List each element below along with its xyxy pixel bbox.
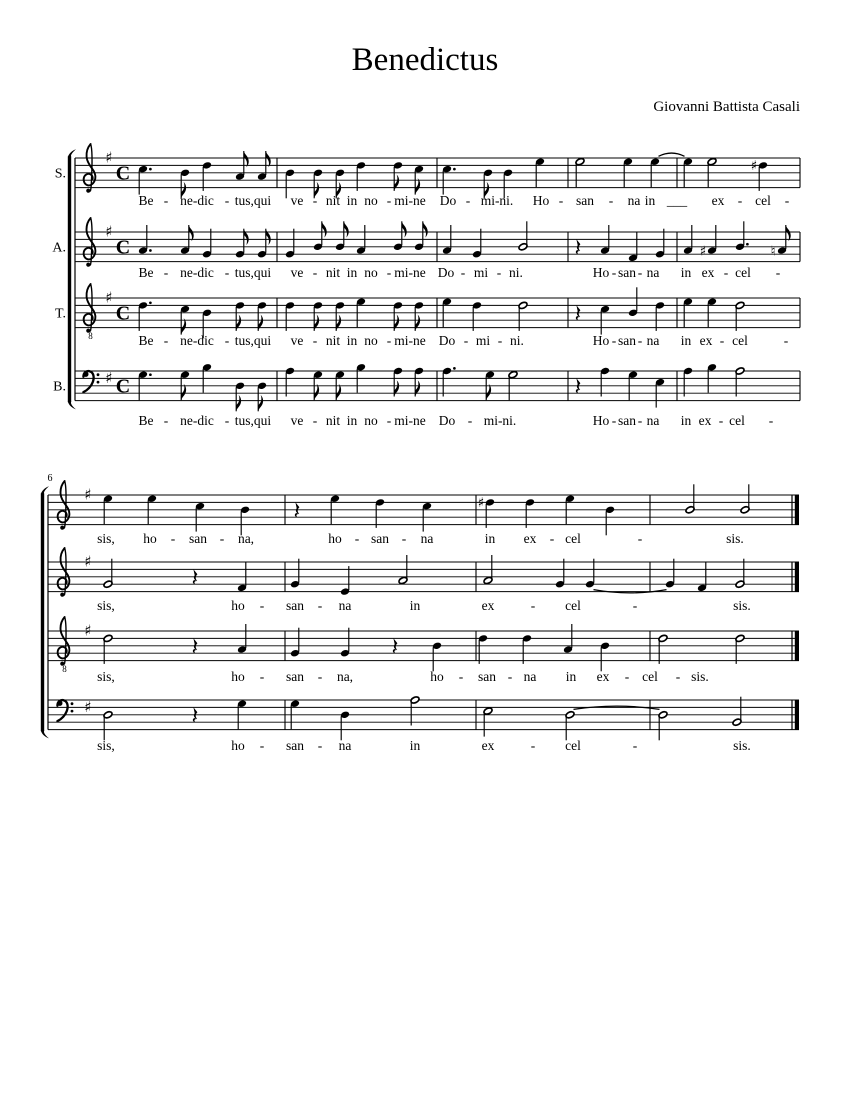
svg-text:ve: ve — [290, 193, 304, 208]
svg-text:-: - — [637, 413, 643, 428]
svg-text:ex: ex — [481, 738, 495, 753]
svg-text:no: no — [364, 193, 378, 208]
svg-text:cel: cel — [729, 413, 745, 428]
svg-text:san: san — [286, 738, 304, 753]
svg-text:sis,: sis, — [97, 531, 115, 546]
svg-text:-: - — [163, 193, 169, 208]
svg-text:tus,qui: tus,qui — [234, 265, 272, 280]
svg-text:cel: cel — [735, 265, 751, 280]
system-1 — [68, 149, 76, 409]
svg-text:C: C — [115, 162, 131, 185]
svg-text:mi-ne: mi-ne — [394, 193, 426, 208]
svg-text:cel: cel — [642, 669, 658, 684]
svg-text:-: - — [312, 193, 318, 208]
svg-text:sis,: sis, — [97, 669, 115, 684]
svg-text:-: - — [783, 333, 789, 348]
composer-credit: Giovanni Battista Casali — [653, 99, 800, 115]
svg-text:-: - — [718, 413, 724, 428]
svg-text:♯: ♯ — [699, 243, 707, 260]
svg-text:Do: Do — [439, 193, 457, 208]
svg-text:Be: Be — [138, 193, 154, 208]
svg-text:mi-ne: mi-ne — [394, 413, 426, 428]
svg-text:cel: cel — [732, 333, 748, 348]
svg-text:C: C — [115, 302, 131, 325]
svg-text:ni.: ni. — [510, 333, 524, 348]
svg-text:cel: cel — [565, 531, 581, 546]
svg-text:mi-ni.: mi-ni. — [483, 413, 517, 428]
svg-text:-: - — [259, 669, 265, 684]
svg-text:♯: ♯ — [84, 621, 92, 640]
svg-text:Be: Be — [138, 333, 154, 348]
svg-text:-: - — [719, 333, 725, 348]
svg-text:-: - — [624, 669, 630, 684]
svg-text:in: in — [484, 531, 496, 546]
piece-title: Benedictus — [351, 42, 499, 78]
svg-text:-: - — [224, 333, 230, 348]
system-1-staff-bass — [53, 363, 800, 428]
svg-text:♯: ♯ — [105, 369, 113, 387]
svg-text:nit: nit — [325, 333, 341, 348]
svg-text:B.: B. — [53, 379, 66, 395]
svg-text:-: - — [163, 413, 169, 428]
svg-text:in: in — [346, 193, 358, 208]
svg-text:♯: ♯ — [84, 698, 92, 716]
svg-text:ho: ho — [143, 531, 157, 546]
svg-text:cel: cel — [565, 598, 581, 613]
svg-text:-: - — [312, 333, 318, 348]
svg-text:san: san — [478, 669, 496, 684]
svg-text:♯: ♯ — [105, 222, 113, 241]
svg-text:-: - — [497, 333, 503, 348]
svg-text:♯: ♯ — [84, 485, 92, 504]
svg-text:-: - — [163, 333, 169, 348]
svg-text:ex: ex — [596, 669, 610, 684]
svg-text:Do: Do — [438, 413, 456, 428]
svg-text:-: - — [463, 333, 469, 348]
svg-text:Ho: Ho — [592, 413, 610, 428]
svg-text:na: na — [338, 738, 352, 753]
system-1-staff-alto — [52, 218, 800, 280]
svg-text:nit: nit — [325, 413, 341, 428]
svg-text:in: in — [565, 669, 577, 684]
svg-text:-: - — [386, 193, 392, 208]
svg-text:ex: ex — [523, 531, 537, 546]
svg-text:na,: na, — [336, 669, 354, 684]
svg-text:Do: Do — [437, 265, 455, 280]
system-1-staff-tenor — [55, 284, 800, 348]
svg-text:-: - — [465, 193, 471, 208]
svg-text:ex: ex — [701, 265, 715, 280]
svg-text:-: - — [386, 333, 392, 348]
svg-text:-: - — [608, 193, 614, 208]
svg-text:ex: ex — [481, 598, 495, 613]
svg-text:-: - — [549, 531, 555, 546]
svg-text:C: C — [115, 375, 131, 398]
svg-text:na,: na, — [237, 531, 255, 546]
svg-text:na: na — [420, 531, 434, 546]
svg-text:in: in — [346, 265, 358, 280]
svg-text:ho: ho — [231, 669, 245, 684]
svg-text:-: - — [354, 531, 360, 546]
svg-text:Be: Be — [138, 265, 154, 280]
svg-text:sis,: sis, — [97, 598, 115, 613]
svg-text:-: - — [637, 531, 643, 546]
svg-text:C: C — [115, 236, 131, 259]
svg-text:sis,: sis, — [97, 738, 115, 753]
svg-text:ne-dic: ne-dic — [180, 413, 214, 428]
svg-text:in: in — [409, 598, 421, 613]
system-1-staff-soprano — [55, 144, 800, 208]
svg-text:-: - — [637, 265, 643, 280]
svg-text:san: san — [286, 598, 304, 613]
svg-text:-: - — [312, 265, 318, 280]
svg-text:-: - — [259, 598, 265, 613]
svg-text:in: in — [680, 265, 692, 280]
svg-text:♯: ♯ — [477, 495, 485, 512]
svg-text:-: - — [460, 265, 466, 280]
svg-text:-: - — [224, 193, 230, 208]
svg-text:tus,qui: tus,qui — [234, 333, 272, 348]
svg-text:in: in — [644, 193, 656, 208]
svg-text:ho: ho — [231, 598, 245, 613]
svg-text:na: na — [338, 598, 352, 613]
svg-text:sis.: sis. — [733, 598, 751, 613]
svg-text:-: - — [170, 531, 176, 546]
svg-text:ho: ho — [231, 738, 245, 753]
svg-text:♯: ♯ — [750, 158, 758, 175]
svg-text:-: - — [558, 193, 564, 208]
svg-text:S.: S. — [54, 166, 66, 182]
svg-text:8: 8 — [88, 331, 93, 342]
system-2-staff-alto — [48, 548, 799, 613]
svg-text:ne-dic: ne-dic — [180, 265, 214, 280]
svg-text:-: - — [675, 669, 681, 684]
svg-text:-: - — [312, 413, 318, 428]
svg-text:na: na — [646, 333, 660, 348]
svg-text:-: - — [775, 265, 781, 280]
svg-text:-: - — [530, 598, 536, 613]
svg-text:-: - — [632, 598, 638, 613]
svg-text:nit: nit — [325, 193, 341, 208]
system-2-staff-soprano — [48, 481, 799, 546]
svg-text:6: 6 — [47, 473, 53, 484]
svg-text:san: san — [576, 193, 594, 208]
svg-text:-: - — [224, 413, 230, 428]
svg-text:-: - — [259, 738, 265, 753]
svg-text:-: - — [401, 531, 407, 546]
svg-text:ho: ho — [328, 531, 342, 546]
svg-text:mi: mi — [475, 333, 491, 348]
svg-text:in: in — [409, 738, 421, 753]
svg-text:mi-ne: mi-ne — [394, 333, 426, 348]
svg-text:-: - — [458, 669, 464, 684]
svg-text:ex: ex — [711, 193, 725, 208]
svg-text:in: in — [346, 333, 358, 348]
svg-text:na: na — [646, 265, 660, 280]
svg-text:cel: cel — [565, 738, 581, 753]
system-2-staff-tenor — [48, 617, 799, 684]
svg-text:Ho: Ho — [532, 193, 550, 208]
svg-text:-: - — [637, 333, 643, 348]
svg-text:-: - — [611, 333, 617, 348]
svg-text:♯: ♯ — [105, 148, 113, 167]
svg-text:ne-dic: ne-dic — [180, 333, 214, 348]
system-2-staff-bass — [48, 696, 799, 753]
system-2 — [41, 473, 53, 738]
svg-text:-: - — [496, 265, 502, 280]
svg-text:na: na — [627, 193, 641, 208]
svg-text:-: - — [219, 531, 225, 546]
svg-text:san: san — [618, 413, 636, 428]
svg-text:tus,qui: tus,qui — [234, 193, 272, 208]
svg-text:in: in — [346, 413, 358, 428]
svg-text:no: no — [364, 265, 378, 280]
svg-text:-: - — [611, 413, 617, 428]
svg-text:ni.: ni. — [509, 265, 523, 280]
svg-text:♯: ♯ — [105, 288, 113, 307]
svg-text:in: in — [680, 333, 692, 348]
svg-text:8: 8 — [62, 664, 67, 675]
svg-text:ex: ex — [698, 413, 712, 428]
svg-text:-: - — [317, 738, 323, 753]
svg-text:na: na — [523, 669, 537, 684]
svg-text:na: na — [646, 413, 660, 428]
svg-text:san: san — [618, 265, 636, 280]
svg-text:-: - — [768, 413, 774, 428]
svg-text:-: - — [784, 193, 790, 208]
svg-text:no: no — [364, 413, 378, 428]
svg-text:Be: Be — [138, 413, 154, 428]
svg-text:-: - — [737, 193, 743, 208]
svg-text:nit: nit — [325, 265, 341, 280]
svg-text:cel: cel — [755, 193, 771, 208]
svg-text:san: san — [371, 531, 389, 546]
svg-text:ve: ve — [290, 413, 304, 428]
svg-text:in: in — [680, 413, 692, 428]
svg-text:san: san — [286, 669, 304, 684]
svg-text:♯: ♯ — [84, 552, 92, 571]
svg-text:-: - — [467, 413, 473, 428]
svg-text:-: - — [386, 413, 392, 428]
svg-text:-: - — [386, 265, 392, 280]
svg-text:sis.: sis. — [691, 669, 709, 684]
svg-text:-: - — [163, 265, 169, 280]
svg-text:___: ___ — [666, 193, 688, 208]
svg-text:-: - — [317, 669, 323, 684]
svg-text:ne-dic: ne-dic — [180, 193, 214, 208]
svg-text:sis.: sis. — [726, 531, 744, 546]
svg-text:no: no — [364, 333, 378, 348]
svg-text:-: - — [611, 265, 617, 280]
svg-text:san: san — [618, 333, 636, 348]
svg-text:tus,qui: tus,qui — [234, 413, 272, 428]
svg-text:-: - — [224, 265, 230, 280]
svg-text:-: - — [723, 265, 729, 280]
svg-text:♮: ♮ — [770, 243, 776, 260]
svg-text:-: - — [507, 669, 513, 684]
svg-text:-: - — [317, 598, 323, 613]
svg-text:ho: ho — [430, 669, 444, 684]
svg-text:-: - — [632, 738, 638, 753]
svg-text:sis.: sis. — [733, 738, 751, 753]
svg-text:mi-ne: mi-ne — [394, 265, 426, 280]
svg-text:mi: mi — [473, 265, 489, 280]
svg-text:A.: A. — [52, 240, 66, 256]
svg-text:mi-ni.: mi-ni. — [480, 193, 514, 208]
svg-text:Do: Do — [438, 333, 456, 348]
svg-text:Ho: Ho — [592, 333, 610, 348]
svg-text:-: - — [530, 738, 536, 753]
svg-text:san: san — [189, 531, 207, 546]
svg-text:ve: ve — [290, 333, 304, 348]
svg-text:T.: T. — [54, 306, 66, 322]
svg-text:ve: ve — [290, 265, 304, 280]
svg-text:ex: ex — [699, 333, 713, 348]
svg-text:Ho: Ho — [592, 265, 610, 280]
